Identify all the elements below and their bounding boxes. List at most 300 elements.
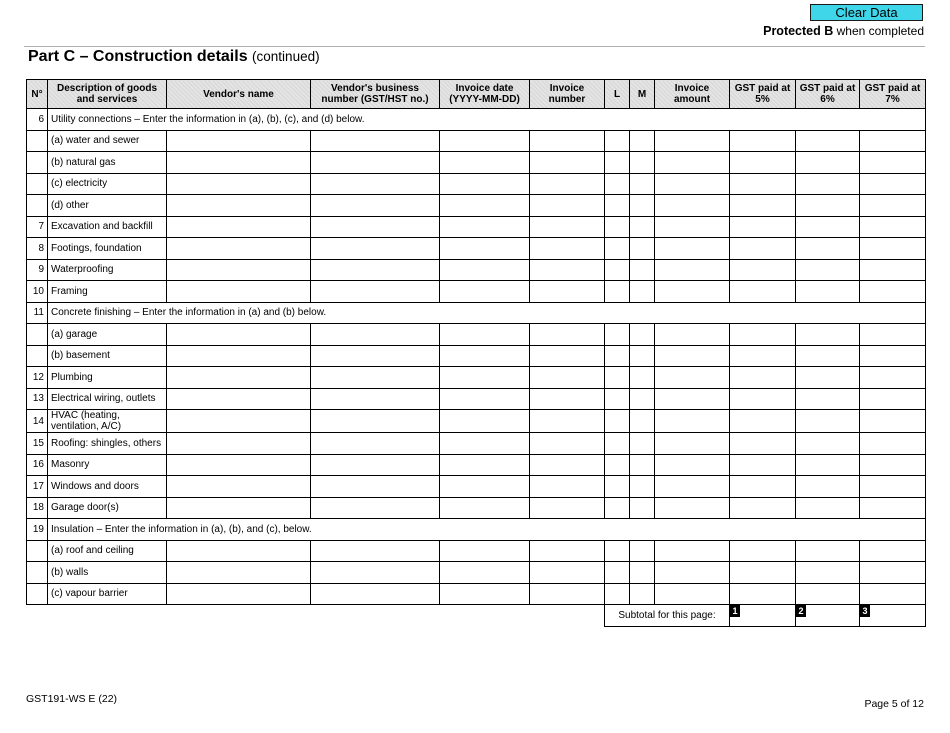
invoice-number-field[interactable] [530, 540, 605, 562]
section-row [27, 109, 926, 131]
gst-7-field[interactable] [860, 238, 926, 260]
gst-5-field[interactable] [730, 388, 796, 410]
invoice-number-field[interactable] [530, 324, 605, 346]
vendor-name-field[interactable] [167, 454, 311, 476]
m-field[interactable] [630, 281, 655, 303]
protected-b-notice [763, 24, 924, 38]
row-description: (c) vapour barrier [48, 583, 167, 605]
section-row [27, 302, 926, 324]
col-header-business-number: Vendor's business number (GST/HST no.) [311, 80, 440, 109]
gst-5-field[interactable] [730, 562, 796, 584]
subtotal-gst-7-field[interactable] [860, 605, 926, 627]
l-field[interactable] [605, 259, 630, 281]
l-field[interactable] [605, 562, 630, 584]
table-row [27, 152, 926, 174]
row-number: 13 [27, 388, 48, 410]
row-number [27, 173, 48, 195]
invoice-amount-field[interactable] [655, 540, 730, 562]
invoice-amount-field[interactable] [655, 562, 730, 584]
invoice-number-field[interactable] [530, 454, 605, 476]
gst-5-field[interactable] [730, 259, 796, 281]
invoice-number-field[interactable] [530, 345, 605, 367]
col-header-invoice-date: Invoice date (YYYY-MM-DD) [440, 80, 530, 109]
l-field[interactable] [605, 152, 630, 174]
m-field[interactable] [630, 583, 655, 605]
table-row [27, 583, 926, 605]
section-instruction: Insulation – Enter the information in (a), (b), and (c), below. [48, 519, 926, 541]
col-header-description: Description of goods and services [48, 80, 167, 109]
box-number-1: 1 [730, 605, 740, 617]
table-body [27, 109, 926, 605]
gst-6-field[interactable] [796, 324, 860, 346]
l-field[interactable] [605, 410, 630, 433]
form-id: GST191-WS E (22) [26, 693, 118, 705]
business-number-field[interactable] [311, 324, 440, 346]
col-header-m: M [630, 80, 655, 109]
invoice-number-field[interactable] [530, 216, 605, 238]
business-number-field[interactable] [311, 583, 440, 605]
gst-5-field[interactable] [730, 476, 796, 498]
l-field[interactable] [605, 388, 630, 410]
invoice-number-field[interactable] [530, 367, 605, 389]
gst-6-field[interactable] [796, 173, 860, 195]
gst-6-field[interactable] [796, 497, 860, 519]
invoice-amount-field[interactable] [655, 410, 730, 433]
row-number: 10 [27, 281, 48, 303]
clear-data-button[interactable]: Clear Data [810, 4, 923, 21]
invoice-number-field[interactable] [530, 433, 605, 455]
table-row [27, 216, 926, 238]
table-row [27, 238, 926, 260]
l-field[interactable] [605, 238, 630, 260]
gst-5-field[interactable] [730, 497, 796, 519]
business-number-field[interactable] [311, 130, 440, 152]
invoice-date-field[interactable] [440, 476, 530, 498]
gst-7-field[interactable] [860, 195, 926, 217]
row-description: Plumbing [48, 367, 167, 389]
gst-6-field[interactable] [796, 454, 860, 476]
row-description: (a) water and sewer [48, 130, 167, 152]
row-description: (b) natural gas [48, 152, 167, 174]
m-field[interactable] [630, 497, 655, 519]
row-number: 9 [27, 259, 48, 281]
l-field[interactable] [605, 476, 630, 498]
business-number-field[interactable] [311, 410, 440, 433]
invoice-date-field[interactable] [440, 324, 530, 346]
invoice-date-field[interactable] [440, 454, 530, 476]
invoice-number-field[interactable] [530, 497, 605, 519]
gst-6-field[interactable] [796, 216, 860, 238]
gst-6-field[interactable] [796, 238, 860, 260]
l-field[interactable] [605, 216, 630, 238]
gst-7-field[interactable] [860, 367, 926, 389]
invoice-number-field[interactable] [530, 152, 605, 174]
section-instruction: Concrete finishing – Enter the information in (a) and (b) below. [48, 302, 926, 324]
gst-7-field[interactable] [860, 583, 926, 605]
row-description: Footings, foundation [48, 238, 167, 260]
business-number-field[interactable] [311, 454, 440, 476]
subtotal-row [27, 605, 926, 627]
gst-5-field[interactable] [730, 433, 796, 455]
invoice-amount-field[interactable] [655, 281, 730, 303]
gst-7-field[interactable] [860, 388, 926, 410]
m-field[interactable] [630, 476, 655, 498]
invoice-date-field[interactable] [440, 410, 530, 433]
vendor-name-field[interactable] [167, 281, 311, 303]
row-number [27, 152, 48, 174]
invoice-number-field[interactable] [530, 583, 605, 605]
m-field[interactable] [630, 238, 655, 260]
gst-5-field[interactable] [730, 410, 796, 433]
vendor-name-field[interactable] [167, 345, 311, 367]
l-field[interactable] [605, 195, 630, 217]
invoice-amount-field[interactable] [655, 238, 730, 260]
page-number: Page 5 of 12 [864, 698, 924, 710]
gst-6-field[interactable] [796, 152, 860, 174]
row-description: (b) basement [48, 345, 167, 367]
col-header-num: N° [27, 80, 48, 109]
row-description: Framing [48, 281, 167, 303]
table-row [27, 130, 926, 152]
gst-7-field[interactable] [860, 152, 926, 174]
invoice-number-field[interactable] [530, 130, 605, 152]
vendor-name-field[interactable] [167, 324, 311, 346]
subtotal-label: Subtotal for this page: [605, 605, 730, 627]
vendor-name-field[interactable] [167, 410, 311, 433]
invoice-number-field[interactable] [530, 410, 605, 433]
row-number [27, 345, 48, 367]
business-number-field[interactable] [311, 540, 440, 562]
row-number [27, 562, 48, 584]
gst-7-field[interactable] [860, 540, 926, 562]
table-row [27, 410, 926, 433]
invoice-number-field[interactable] [530, 238, 605, 260]
business-number-field[interactable] [311, 497, 440, 519]
invoice-number-field[interactable] [530, 388, 605, 410]
invoice-number-field[interactable] [530, 476, 605, 498]
gst-7-field[interactable] [860, 130, 926, 152]
gst-5-field[interactable] [730, 345, 796, 367]
gst-6-field[interactable] [796, 345, 860, 367]
gst-6-field[interactable] [796, 433, 860, 455]
invoice-amount-field[interactable] [655, 454, 730, 476]
row-number: 18 [27, 497, 48, 519]
business-number-field[interactable] [311, 367, 440, 389]
row-number [27, 583, 48, 605]
gst-5-field[interactable] [730, 216, 796, 238]
l-field[interactable] [605, 540, 630, 562]
row-number [27, 324, 48, 346]
row-description: Excavation and backfill [48, 216, 167, 238]
row-number: 15 [27, 433, 48, 455]
row-description: (a) roof and ceiling [48, 540, 167, 562]
row-number [27, 195, 48, 217]
gst-6-field[interactable] [796, 410, 860, 433]
table-row [27, 173, 926, 195]
gst-7-field[interactable] [860, 216, 926, 238]
business-number-field[interactable] [311, 195, 440, 217]
invoice-amount-field[interactable] [655, 345, 730, 367]
invoice-amount-field[interactable] [655, 259, 730, 281]
business-number-field[interactable] [311, 216, 440, 238]
m-field[interactable] [630, 130, 655, 152]
invoice-amount-field[interactable] [655, 583, 730, 605]
row-number: 17 [27, 476, 48, 498]
invoice-date-field[interactable] [440, 130, 530, 152]
invoice-number-field[interactable] [530, 259, 605, 281]
gst-7-field[interactable] [860, 345, 926, 367]
row-number: 16 [27, 454, 48, 476]
gst-7-field[interactable] [860, 281, 926, 303]
gst-5-field[interactable] [730, 324, 796, 346]
invoice-date-field[interactable] [440, 562, 530, 584]
gst-5-field[interactable] [730, 195, 796, 217]
table-row [27, 540, 926, 562]
subtotal-gst-6-field[interactable] [796, 605, 860, 627]
invoice-date-field[interactable] [440, 367, 530, 389]
row-number: 14 [27, 410, 48, 433]
m-field[interactable] [630, 216, 655, 238]
invoice-date-field[interactable] [440, 195, 530, 217]
gst-5-field[interactable] [730, 281, 796, 303]
vendor-name-field[interactable] [167, 259, 311, 281]
col-header-invoice-number: Invoice number [530, 80, 605, 109]
table-header-row [27, 80, 926, 109]
vendor-name-field[interactable] [167, 562, 311, 584]
gst-5-field[interactable] [730, 583, 796, 605]
l-field[interactable] [605, 497, 630, 519]
gst-5-field[interactable] [730, 540, 796, 562]
business-number-field[interactable] [311, 173, 440, 195]
business-number-field[interactable] [311, 433, 440, 455]
gst-5-field[interactable] [730, 454, 796, 476]
business-number-field[interactable] [311, 345, 440, 367]
col-header-l: L [605, 80, 630, 109]
l-field[interactable] [605, 324, 630, 346]
invoice-date-field[interactable] [440, 238, 530, 260]
vendor-name-field[interactable] [167, 173, 311, 195]
invoice-date-field[interactable] [440, 433, 530, 455]
l-field[interactable] [605, 173, 630, 195]
row-number [27, 130, 48, 152]
invoice-number-field[interactable] [530, 195, 605, 217]
m-field[interactable] [630, 454, 655, 476]
row-number: 7 [27, 216, 48, 238]
invoice-amount-field[interactable] [655, 216, 730, 238]
m-field[interactable] [630, 367, 655, 389]
vendor-name-field[interactable] [167, 583, 311, 605]
invoice-date-field[interactable] [440, 281, 530, 303]
l-field[interactable] [605, 130, 630, 152]
vendor-name-field[interactable] [167, 195, 311, 217]
m-field[interactable] [630, 388, 655, 410]
invoice-date-field[interactable] [440, 497, 530, 519]
invoice-date-field[interactable] [440, 583, 530, 605]
vendor-name-field[interactable] [167, 476, 311, 498]
table-row [27, 259, 926, 281]
invoice-number-field[interactable] [530, 281, 605, 303]
invoice-amount-field[interactable] [655, 195, 730, 217]
m-field[interactable] [630, 173, 655, 195]
invoice-date-field[interactable] [440, 388, 530, 410]
m-field[interactable] [630, 345, 655, 367]
table-row [27, 388, 926, 410]
invoice-amount-field[interactable] [655, 173, 730, 195]
table-row [27, 454, 926, 476]
table-row [27, 562, 926, 584]
vendor-name-field[interactable] [167, 540, 311, 562]
invoice-date-field[interactable] [440, 345, 530, 367]
l-field[interactable] [605, 454, 630, 476]
row-description: Electrical wiring, outlets [48, 388, 167, 410]
l-field[interactable] [605, 433, 630, 455]
section-instruction: Utility connections – Enter the information in (a), (b), (c), and (d) below. [48, 109, 926, 131]
row-description: HVAC (heating, ventilation, A/C) [48, 410, 167, 433]
m-field[interactable] [630, 152, 655, 174]
gst-5-field[interactable] [730, 152, 796, 174]
row-description: (a) garage [48, 324, 167, 346]
l-field[interactable] [605, 367, 630, 389]
invoice-date-field[interactable] [440, 540, 530, 562]
invoice-amount-field[interactable] [655, 388, 730, 410]
row-number: 19 [27, 519, 48, 541]
subtotal-gst-5-field[interactable] [730, 605, 796, 627]
invoice-date-field[interactable] [440, 216, 530, 238]
m-field[interactable] [630, 195, 655, 217]
gst-5-field[interactable] [730, 367, 796, 389]
invoice-amount-field[interactable] [655, 130, 730, 152]
table-row [27, 345, 926, 367]
vendor-name-field[interactable] [167, 497, 311, 519]
box-number-3: 3 [860, 605, 870, 617]
row-description: (b) walls [48, 562, 167, 584]
col-header-gst-6: GST paid at 6% [796, 80, 860, 109]
m-field[interactable] [630, 259, 655, 281]
gst-5-field[interactable] [730, 130, 796, 152]
protected-b-label: Protected B [763, 24, 834, 38]
part-title-sub: (continued) [252, 49, 320, 64]
m-field[interactable] [630, 410, 655, 433]
l-field[interactable] [605, 281, 630, 303]
col-header-invoice-amount: Invoice amount [655, 80, 730, 109]
row-description: (d) other [48, 195, 167, 217]
business-number-field[interactable] [311, 281, 440, 303]
table-row [27, 497, 926, 519]
m-field[interactable] [630, 324, 655, 346]
vendor-name-field[interactable] [167, 152, 311, 174]
row-description: (c) electricity [48, 173, 167, 195]
row-number [27, 540, 48, 562]
invoice-number-field[interactable] [530, 562, 605, 584]
invoice-date-field[interactable] [440, 173, 530, 195]
gst-6-field[interactable] [796, 367, 860, 389]
row-description: Roofing: shingles, others [48, 433, 167, 455]
header-divider [24, 46, 925, 47]
section-row [27, 519, 926, 541]
m-field[interactable] [630, 562, 655, 584]
invoice-date-field[interactable] [440, 152, 530, 174]
gst-6-field[interactable] [796, 562, 860, 584]
box-number-2: 2 [796, 605, 806, 617]
invoice-amount-field[interactable] [655, 152, 730, 174]
gst-6-field[interactable] [796, 476, 860, 498]
gst-7-field[interactable] [860, 497, 926, 519]
l-field[interactable] [605, 345, 630, 367]
gst-6-field[interactable] [796, 195, 860, 217]
row-description: Windows and doors [48, 476, 167, 498]
vendor-name-field[interactable] [167, 388, 311, 410]
table-row [27, 195, 926, 217]
gst-6-field[interactable] [796, 130, 860, 152]
invoice-amount-field[interactable] [655, 497, 730, 519]
row-number: 6 [27, 109, 48, 131]
protected-b-suffix: when completed [833, 24, 924, 38]
gst-7-field[interactable] [860, 410, 926, 433]
gst-5-field[interactable] [730, 238, 796, 260]
invoice-number-field[interactable] [530, 173, 605, 195]
business-number-field[interactable] [311, 152, 440, 174]
business-number-field[interactable] [311, 562, 440, 584]
gst-7-field[interactable] [860, 476, 926, 498]
row-number: 11 [27, 302, 48, 324]
invoice-amount-field[interactable] [655, 324, 730, 346]
table-row [27, 367, 926, 389]
row-description: Garage door(s) [48, 497, 167, 519]
row-number: 12 [27, 367, 48, 389]
col-header-gst-5: GST paid at 5% [730, 80, 796, 109]
gst-6-field[interactable] [796, 388, 860, 410]
business-number-field[interactable] [311, 238, 440, 260]
vendor-name-field[interactable] [167, 216, 311, 238]
gst-7-field[interactable] [860, 562, 926, 584]
gst-5-field[interactable] [730, 173, 796, 195]
gst-6-field[interactable] [796, 540, 860, 562]
table-row [27, 433, 926, 455]
table-row [27, 281, 926, 303]
row-number: 8 [27, 238, 48, 260]
invoice-amount-field[interactable] [655, 367, 730, 389]
vendor-name-field[interactable] [167, 433, 311, 455]
col-header-vendor-name: Vendor's name [167, 80, 311, 109]
gst-7-field[interactable] [860, 259, 926, 281]
row-description: Waterproofing [48, 259, 167, 281]
col-header-gst-7: GST paid at 7% [860, 80, 926, 109]
gst-6-field[interactable] [796, 259, 860, 281]
gst-7-field[interactable] [860, 173, 926, 195]
l-field[interactable] [605, 583, 630, 605]
gst-6-field[interactable] [796, 583, 860, 605]
business-number-field[interactable] [311, 476, 440, 498]
gst-7-field[interactable] [860, 433, 926, 455]
table-row [27, 476, 926, 498]
business-number-field[interactable] [311, 388, 440, 410]
gst-7-field[interactable] [860, 454, 926, 476]
vendor-name-field[interactable] [167, 367, 311, 389]
invoice-amount-field[interactable] [655, 476, 730, 498]
business-number-field[interactable] [311, 259, 440, 281]
construction-details-table [26, 79, 926, 627]
part-title-main: Part C – Construction details [28, 48, 248, 65]
invoice-amount-field[interactable] [655, 433, 730, 455]
gst-7-field[interactable] [860, 324, 926, 346]
gst-6-field[interactable] [796, 281, 860, 303]
invoice-date-field[interactable] [440, 259, 530, 281]
vendor-name-field[interactable] [167, 130, 311, 152]
vendor-name-field[interactable] [167, 238, 311, 260]
page-title [28, 48, 320, 66]
m-field[interactable] [630, 433, 655, 455]
m-field[interactable] [630, 540, 655, 562]
